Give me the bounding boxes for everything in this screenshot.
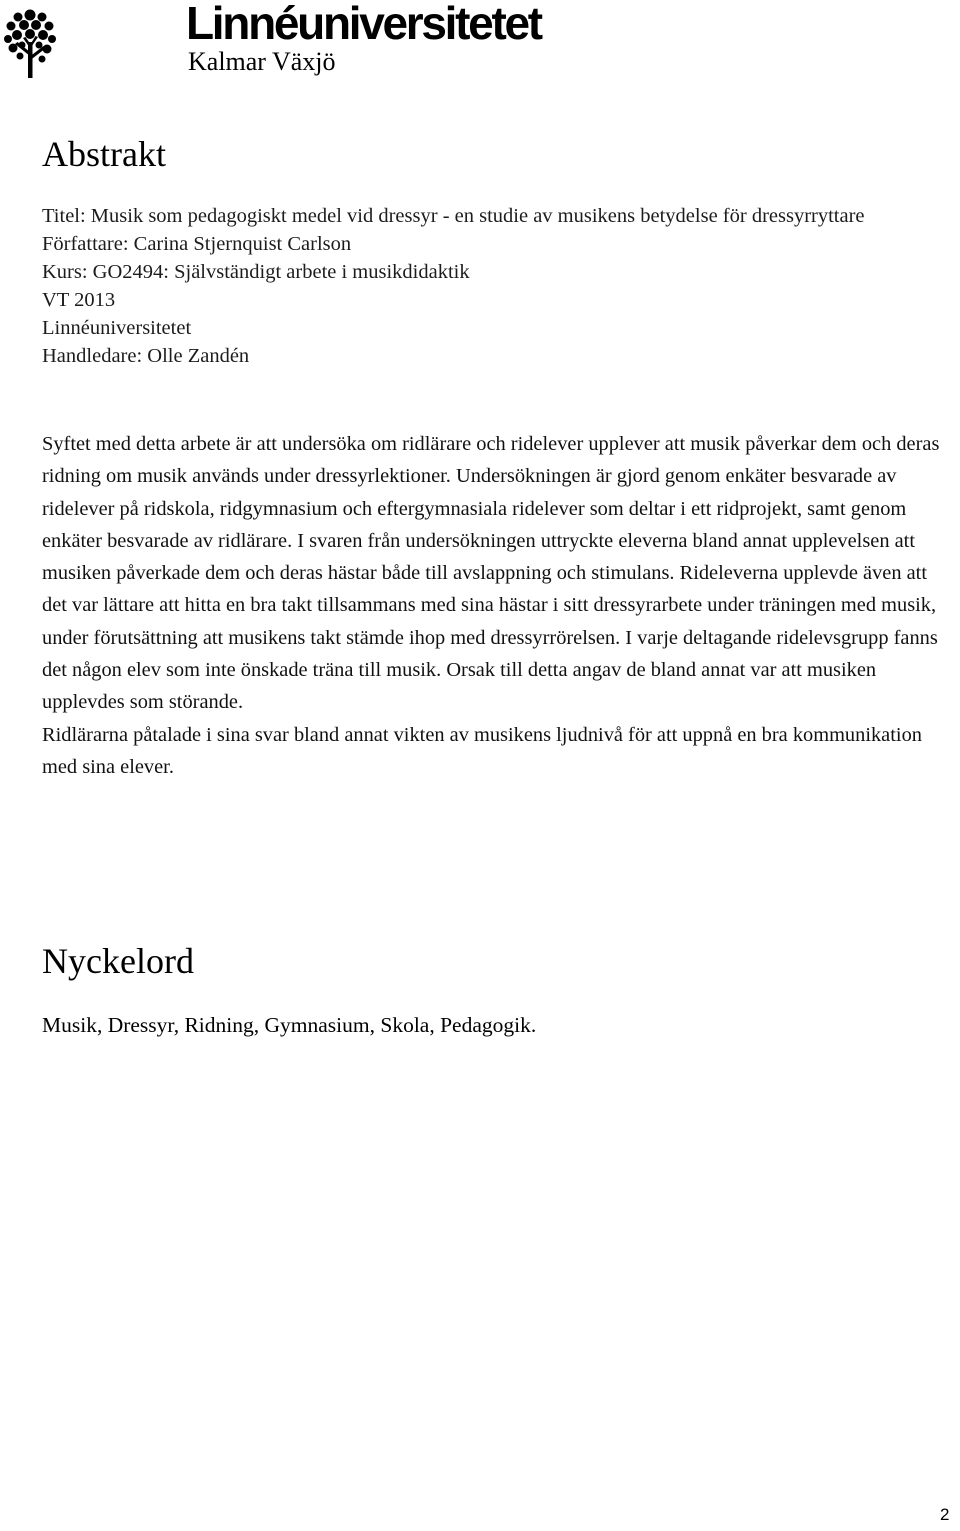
logo-campus-names: Kalmar Växjö [188, 47, 336, 76]
abstract-summary [42, 428, 947, 783]
meta-title: Titel: Musik som pedagogiskt medel vid dressyr - en studie av musikens betydelse för dressyrryttare [42, 205, 865, 227]
university-logo [0, 0, 600, 90]
tree-logo-icon [3, 8, 57, 78]
abstract-paragraph: Ridlärarna påtalade i sina svar bland annat vikten av musikens ljudnivå för att uppnå en bra kommunikation med sina elever. [42, 723, 922, 778]
meta-supervisor: Handledare: Olle Zandén [42, 345, 250, 367]
keywords-heading: Nyckelord [42, 941, 194, 981]
keywords-list: Musik, Dressyr, Ridning, Gymnasium, Skola, Pedagogik. [42, 1013, 537, 1037]
thesis-metadata [42, 202, 947, 370]
abstract-heading: Abstrakt [42, 134, 166, 174]
meta-author: Författare: Carina Stjernquist Carlson [42, 233, 352, 255]
meta-term: VT 2013 [42, 289, 116, 311]
page-number: 2 [940, 1505, 950, 1524]
logo-university-name: Linnéuniversitetet [186, 0, 541, 49]
meta-university: Linnéuniversitetet [42, 317, 192, 339]
abstract-paragraph: Syftet med detta arbete är att undersöka om ridlärare och ridelever upplever att musik påverkar dem och deras ridning om musik används under dressyrlektioner. Undersökningen är gjord genom enkäter besvarade av ridelever på ridskola, ridgymnasium och eftergymnasiala ridelever som deltar i ett ridprojekt, samt genom enkäter besvarade av ridlärare. I svaren från undersökningen uttryckte eleverna bland annat upplevelsen att musiken påverkade dem och deras hästar både till avslappning och stimulans. Rideleverna upplevde även att det var lättare att hitta en bra takt tillsammans med sina hästar i sitt dressyrarbete under träningen med musik, under förutsättning att musikens takt stämde ihop med dressyrrörelsen. I varje deltagande ridelevsgrupp fanns det någon elev som inte önskade träna till musik. Orsak till detta angav de bland annat var att musiken upplevdes som störande. [42, 433, 940, 714]
meta-course: Kurs: GO2494: Självständigt arbete i musikdidaktik [42, 261, 470, 283]
